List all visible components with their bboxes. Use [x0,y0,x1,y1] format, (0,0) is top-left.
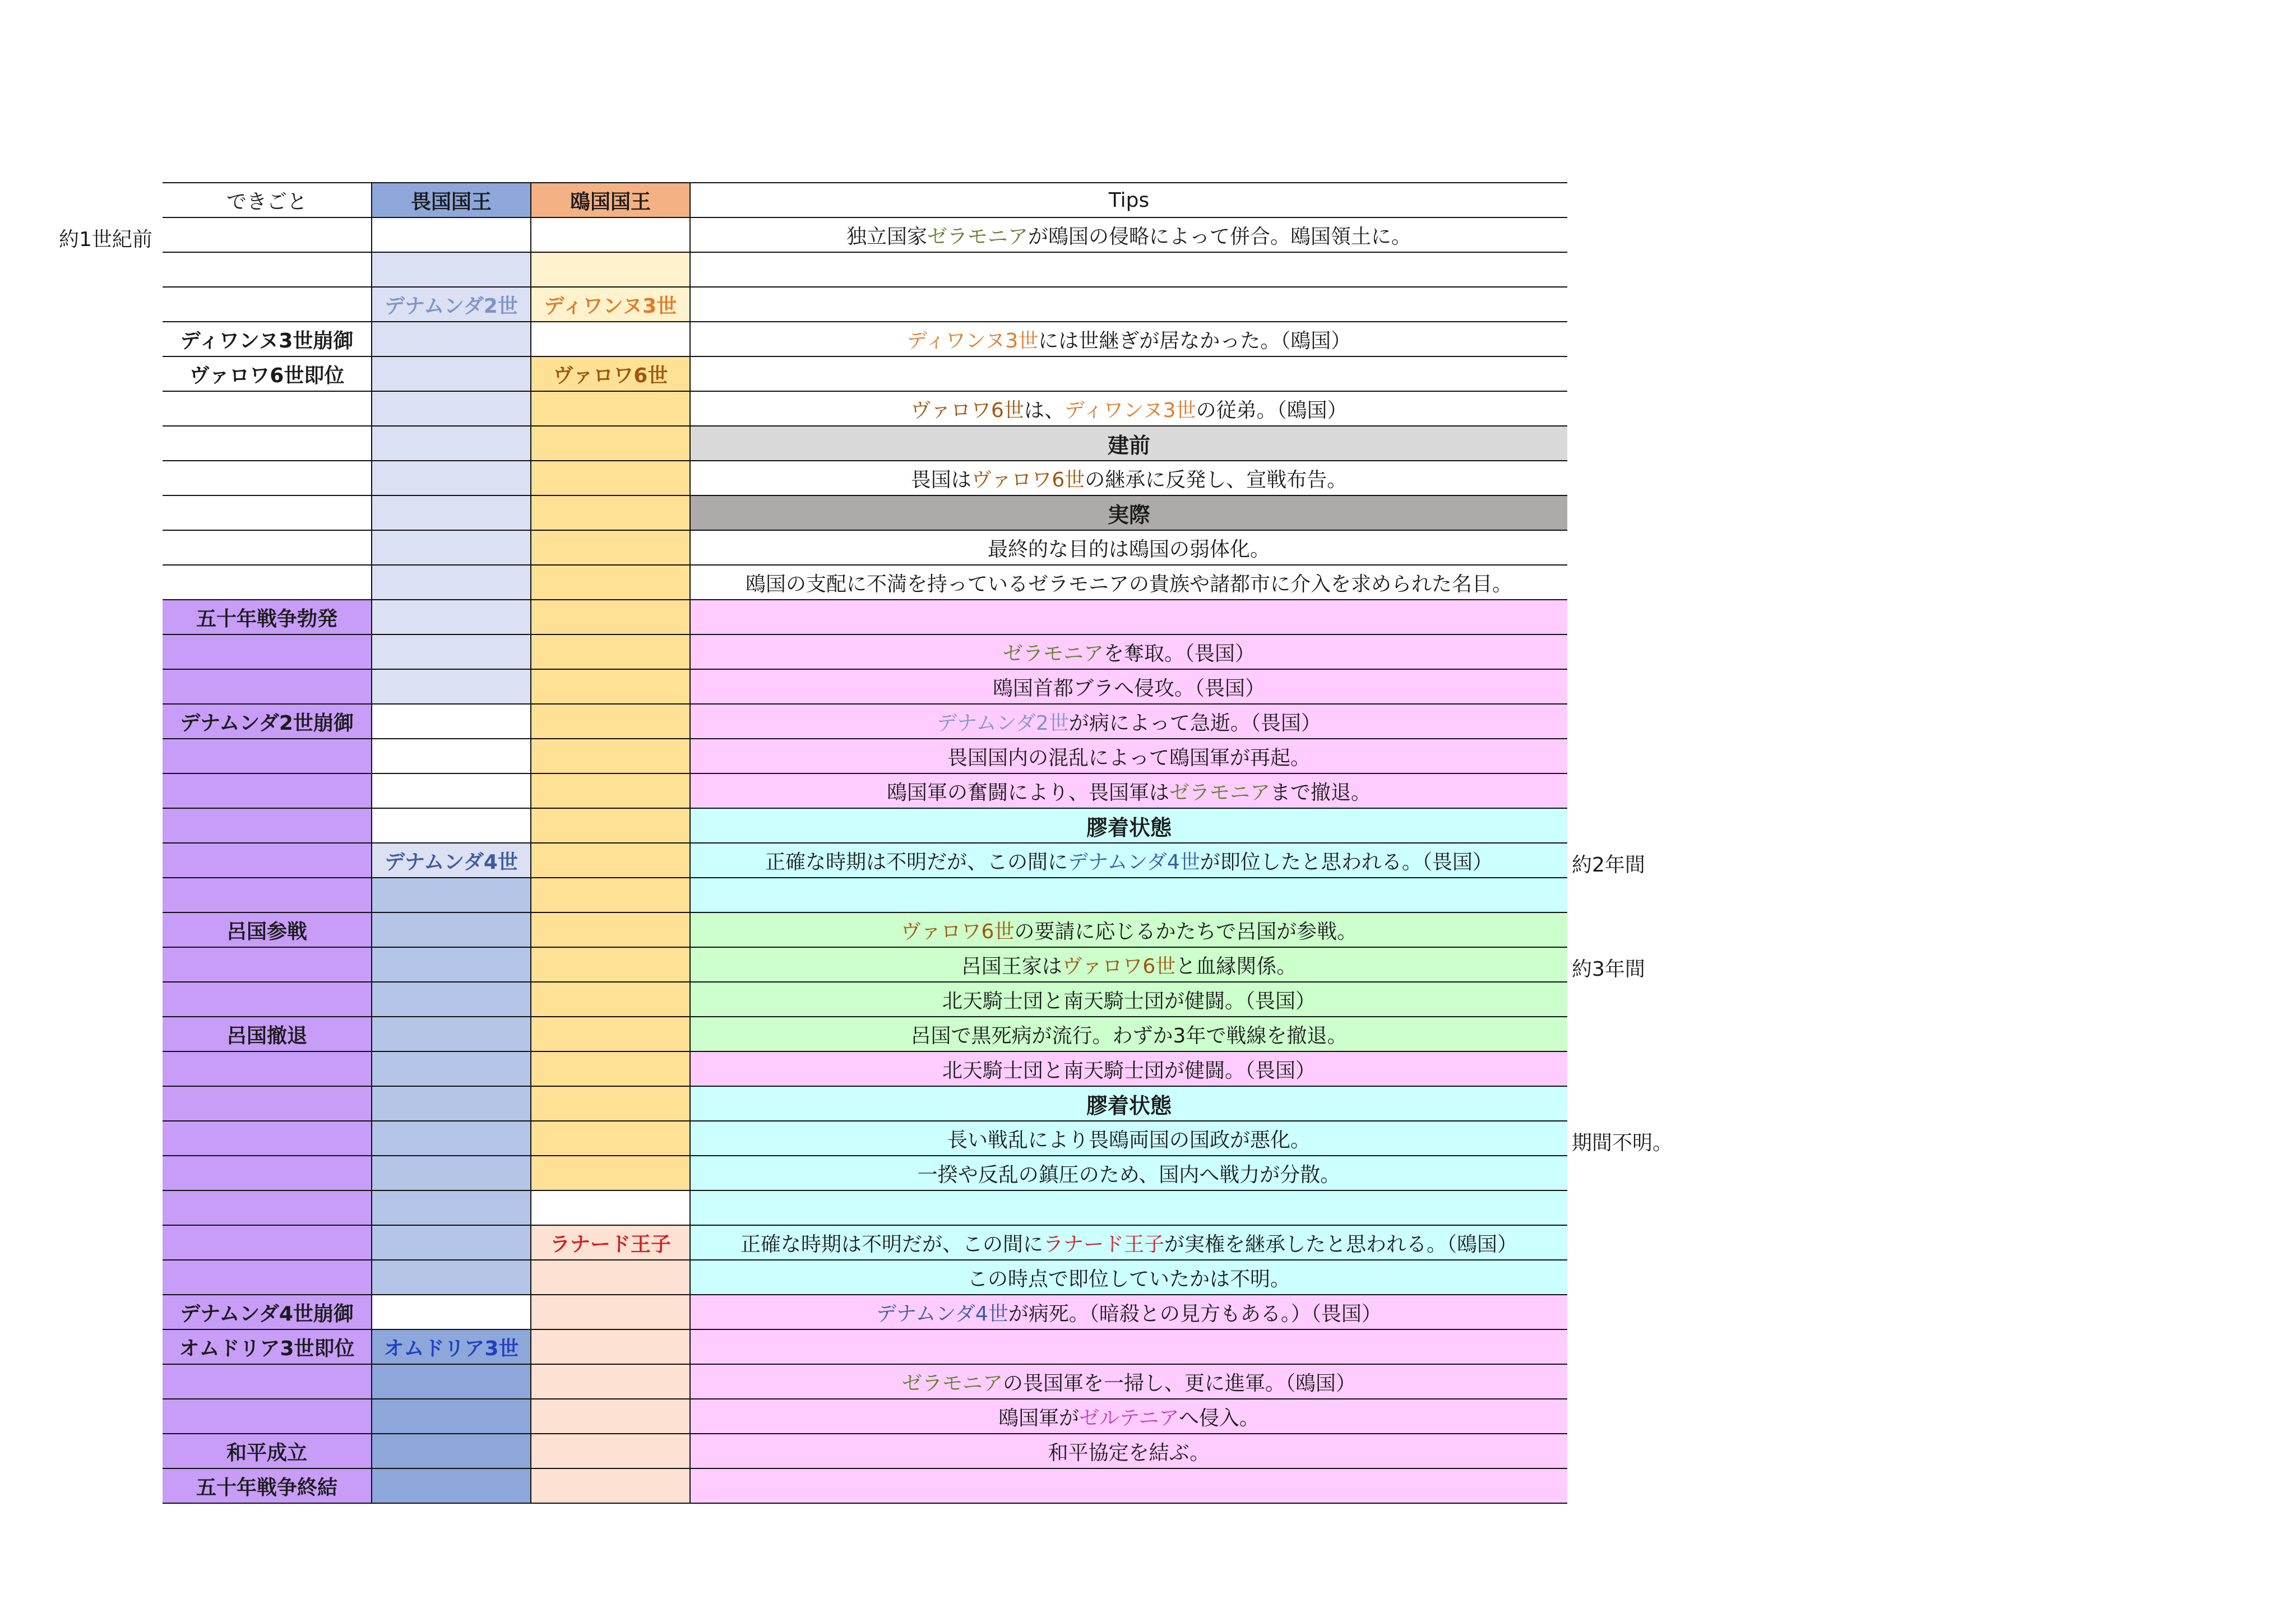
timeline-row [163,739,1567,773]
tips-cell [690,843,1567,878]
tips-text: 最終的な目的は鴎国の弱体化。 [987,537,1270,561]
event-cell [163,1086,372,1121]
king-a-cell [372,878,531,912]
tips-cell [690,1468,1567,1503]
king-a-cell: オムドリア3世 [372,1329,531,1364]
event-cell [163,461,372,495]
event-cell: 呂国参戦 [163,912,372,947]
tips-cell [690,1260,1567,1295]
king-b-cell [531,1121,690,1156]
tips-name: デナムンダ4世 [876,1302,1008,1326]
king-a-cell [372,982,531,1017]
timeline-row [163,461,1567,495]
tips-cell [690,739,1567,773]
king-a-cell [372,1468,531,1503]
king-a-cell [372,1190,531,1225]
king-b-cell [531,878,690,912]
king-b-cell [531,1295,690,1329]
event-cell [163,808,372,843]
king-b-cell [531,1434,690,1468]
king-a-cell [372,391,531,426]
king-b-cell [531,947,690,982]
event-cell [163,1399,372,1434]
tips-text: 膠着状態 [1086,815,1172,840]
tips-text: が実権を継承したと思われる。（鴎国） [1164,1232,1518,1256]
timeline-row [163,1156,1567,1190]
king-a-cell [372,356,531,391]
tips-cell [690,1051,1567,1086]
king-a-cell [372,530,531,565]
event-cell [163,1225,372,1260]
event-cell [163,530,372,565]
king-b-cell [531,530,690,565]
timeline-row [163,878,1567,912]
tips-text: は、 [1024,398,1064,422]
king-b-cell [531,669,690,704]
tips-cell [690,1156,1567,1190]
event-cell [163,773,372,808]
tips-cell [690,634,1567,669]
king-b-cell [531,1017,690,1051]
king-b-cell [531,1364,690,1399]
tips-text: 鴎国軍が [998,1406,1080,1430]
timeline-row [163,252,1567,287]
timeline-row [163,1468,1567,1503]
tips-name: デナムンダ2世 [937,711,1069,735]
tips-cell [690,1364,1567,1399]
timeline-row [163,565,1567,600]
event-cell [163,1156,372,1190]
timeline-row [163,1329,1567,1364]
tips-text: 畏国は [910,468,971,492]
tips-text: を奪取。（畏国） [1104,642,1256,665]
king-a-cell [372,634,531,669]
tips-text: 鴎国首都ブラへ侵攻。（畏国） [992,676,1265,700]
timeline-row [163,843,1567,878]
timeline-row [163,982,1567,1017]
tips-cell [690,1329,1567,1364]
tips-text: 建前 [1107,433,1150,458]
timeline-row [163,426,1567,461]
king-a-cell [372,1156,531,1190]
duration-note: 約2年間 [1572,854,1645,877]
king-b-cell [531,704,690,739]
tips-name: ラナード王子 [1043,1232,1164,1256]
king-b-cell [531,426,690,461]
event-cell [163,252,372,287]
tips-cell [690,912,1567,947]
event-cell [163,669,372,704]
event-cell [163,287,372,322]
event-cell [163,947,372,982]
king-b-cell [531,600,690,634]
timeline-row [163,495,1567,530]
king-a-cell [372,669,531,704]
event-cell [163,1121,372,1156]
king-b-cell [531,773,690,808]
header-row [163,183,1567,217]
tips-name: ゼラモニア [901,1371,1003,1395]
king-b-cell [531,217,690,252]
king-a-cell [372,495,531,530]
king-a-cell [372,1017,531,1051]
tips-text: 呂国王家は [961,954,1062,978]
left-note: 約1世紀前 [59,228,152,251]
timeline-row [163,947,1567,982]
king-a-cell [372,252,531,287]
event-cell [163,217,372,252]
event-cell: ヴァロワ6世即位 [163,356,372,391]
king-a-cell [372,322,531,356]
king-a-cell [372,912,531,947]
tips-cell [690,252,1567,287]
event-cell [163,878,372,912]
tips-cell [690,217,1567,252]
king-b-cell [531,391,690,426]
king-b-cell [531,739,690,773]
tips-name: ヴァロワ6世 [1062,954,1176,978]
timeline-row [163,669,1567,704]
event-cell: デナムンダ2世崩御 [163,704,372,739]
tips-name: ゼラモニア [927,225,1028,248]
event-cell: 五十年戦争終結 [163,1468,372,1503]
tips-cell [690,1434,1567,1468]
king-a-cell [372,1051,531,1086]
king-b-cell [531,322,690,356]
tips-text: の継承に反発し、宣戦布告。 [1085,468,1348,492]
king-b-cell [531,1260,690,1295]
tips-cell [690,1225,1567,1260]
event-cell: ディワンヌ3世崩御 [163,322,372,356]
timeline-row [163,1260,1567,1295]
timeline-row [163,1017,1567,1051]
duration-note: 期間不明。 [1572,1132,1673,1155]
tips-text: と血縁関係。 [1175,954,1297,978]
king-a-cell [372,461,531,495]
event-cell [163,1051,372,1086]
tips-text: 畏国国内の混乱によって鴎国軍が再起。 [947,746,1311,770]
event-cell: オムドリア3世即位 [163,1329,372,1364]
timeline-row [163,773,1567,808]
king-b-cell [531,565,690,600]
tips-text: この時点で即位していたかは不明。 [967,1267,1290,1291]
timeline-row [163,217,1567,252]
king-b-cell [531,1399,690,1434]
tips-name: ゼルテニア [1079,1406,1179,1430]
tips-text: 独立国家 [846,225,927,248]
tips-cell [690,1086,1567,1121]
tips-cell [690,669,1567,704]
king-b-cell [531,982,690,1017]
king-a-cell [372,1121,531,1156]
tips-text: が病死。（暗殺との見方もある。）（畏国） [1008,1302,1382,1326]
tips-text: が病によって急逝。（畏国） [1068,711,1321,735]
tips-cell [690,773,1567,808]
timeline-row [163,600,1567,634]
tips-name: ディワンヌ3世 [906,329,1039,353]
king-a-cell [372,426,531,461]
duration-note: 約3年間 [1572,958,1645,981]
tips-text: が鴎国の侵略によって併合。鴎国領土に。 [1028,225,1412,248]
tips-cell [690,322,1567,356]
king-b-cell: ヴァロワ6世 [531,356,690,391]
tips-cell [690,1121,1567,1156]
king-b-cell [531,1190,690,1225]
tips-text: 一揆や反乱の鎮圧のため、国内へ戦力が分散。 [917,1163,1341,1187]
timeline-row [163,322,1567,356]
king-a-cell: デナムンダ2世 [372,287,531,322]
king-b-cell [531,843,690,878]
tips-text: 鴎国の支配に不満を持っているゼラモニアの貴族や諸都市に介入を求められた名目。 [745,572,1512,596]
tips-cell [690,426,1567,461]
king-b-cell [531,1329,690,1364]
tips-name: ヴァロワ6世 [971,468,1085,492]
king-a-cell [372,739,531,773]
king-b-cell [531,1468,690,1503]
king-b-cell [531,634,690,669]
timeline-row [163,287,1567,322]
king-b-cell: ラナード王子 [531,1225,690,1260]
tips-text: の要請に応じるかたちで呂国が参戦。 [1014,920,1358,943]
king-a-cell [372,565,531,600]
king-a-cell [372,1086,531,1121]
tips-text: 呂国で黒死病が流行。わずか3年で戦線を撤退。 [910,1024,1348,1048]
tips-text: 正確な時期は不明だが、この間に [765,850,1068,874]
timeline-row [163,1190,1567,1225]
header-tips: Tips [690,183,1567,217]
timeline-row [163,912,1567,947]
tips-text: へ侵入。 [1178,1406,1260,1430]
header-king-b: 鴎国国王 [531,183,690,217]
tips-cell [690,287,1567,322]
event-cell: 五十年戦争勃発 [163,600,372,634]
tips-text: 長い戦乱により畏鴎両国の国政が悪化。 [947,1128,1311,1152]
timeline-row [163,1295,1567,1329]
event-cell [163,982,372,1017]
king-b-cell [531,912,690,947]
king-a-cell [372,808,531,843]
timeline-row [163,356,1567,391]
timeline-row [163,1086,1567,1121]
king-a-cell [372,600,531,634]
tips-cell [690,530,1567,565]
tips-name: ディワンヌ3世 [1064,398,1196,422]
king-b-cell [531,1156,690,1190]
tips-cell [690,982,1567,1017]
timeline-table [163,182,1567,1504]
timeline-row [163,704,1567,739]
timeline-row [163,1225,1567,1260]
king-a-cell [372,1295,531,1329]
king-b-cell [531,1086,690,1121]
king-b-cell [531,495,690,530]
event-cell [163,1190,372,1225]
event-cell [163,565,372,600]
tips-text: が即位したと思われる。（畏国） [1200,850,1493,874]
king-b-cell [531,252,690,287]
king-a-cell [372,1434,531,1468]
event-cell: 和平成立 [163,1434,372,1468]
timeline-row [163,1434,1567,1468]
event-cell: デナムンダ4世崩御 [163,1295,372,1329]
tips-name: ヴァロワ6世 [910,398,1024,422]
timeline-row [163,808,1567,843]
king-a-cell [372,217,531,252]
tips-cell [690,461,1567,495]
tips-text: の畏国軍を一掃し、更に進軍。（鴎国） [1003,1371,1357,1395]
tips-name: ゼラモニア [1169,781,1270,804]
tips-name: ヴァロワ6世 [900,920,1015,943]
header-king-a: 畏国国王 [372,183,531,217]
tips-text: 膠着状態 [1086,1093,1172,1118]
king-a-cell [372,947,531,982]
tips-cell [690,495,1567,530]
timeline-row [163,634,1567,669]
tips-cell [690,878,1567,912]
king-b-cell [531,1051,690,1086]
tips-cell [690,808,1567,843]
king-b-cell [531,808,690,843]
king-a-cell [372,1364,531,1399]
tips-text: 北天騎士団と南天騎士団が健闘。（畏国） [942,1059,1316,1082]
tips-cell [690,1295,1567,1329]
tips-cell [690,1017,1567,1051]
tips-text: には世継ぎが居なかった。（鴎国） [1038,329,1351,353]
tips-text: 和平協定を結ぶ。 [1048,1441,1210,1465]
timeline-row [163,1051,1567,1086]
timeline-row [163,1364,1567,1399]
tips-text: 鴎国軍の奮闘により、畏国軍は [886,781,1169,804]
tips-text: 北天騎士団と南天騎士団が健闘。（畏国） [942,989,1316,1013]
king-b-cell [531,461,690,495]
header-event: できごと [163,183,372,217]
tips-text: まで撤退。 [1270,781,1372,804]
king-a-cell [372,773,531,808]
event-cell [163,739,372,773]
king-a-cell [372,1399,531,1434]
tips-cell [690,565,1567,600]
king-a-cell: デナムンダ4世 [372,843,531,878]
timeline-row [163,530,1567,565]
timeline-row [163,1399,1567,1434]
king-a-cell [372,704,531,739]
tips-cell [690,600,1567,634]
king-a-cell [372,1225,531,1260]
tips-cell [690,356,1567,391]
king-a-cell [372,1260,531,1295]
tips-name: デナムンダ4世 [1068,850,1200,874]
event-cell [163,495,372,530]
event-cell [163,1364,372,1399]
event-cell [163,426,372,461]
tips-cell [690,1399,1567,1434]
tips-text: の従弟。（鴎国） [1196,398,1348,422]
event-cell: 呂国撤退 [163,1017,372,1051]
event-cell [163,1260,372,1295]
timeline-row [163,391,1567,426]
tips-name: ゼラモニア [1002,642,1104,665]
event-cell [163,843,372,878]
tips-text: 正確な時期は不明だが、この間に [740,1232,1043,1256]
event-cell [163,634,372,669]
king-b-cell: ディワンヌ3世 [531,287,690,322]
event-cell [163,391,372,426]
tips-cell [690,391,1567,426]
timeline-row [163,1121,1567,1156]
tips-cell [690,947,1567,982]
tips-cell [690,704,1567,739]
tips-text: 実際 [1107,502,1150,527]
tips-cell [690,1190,1567,1225]
